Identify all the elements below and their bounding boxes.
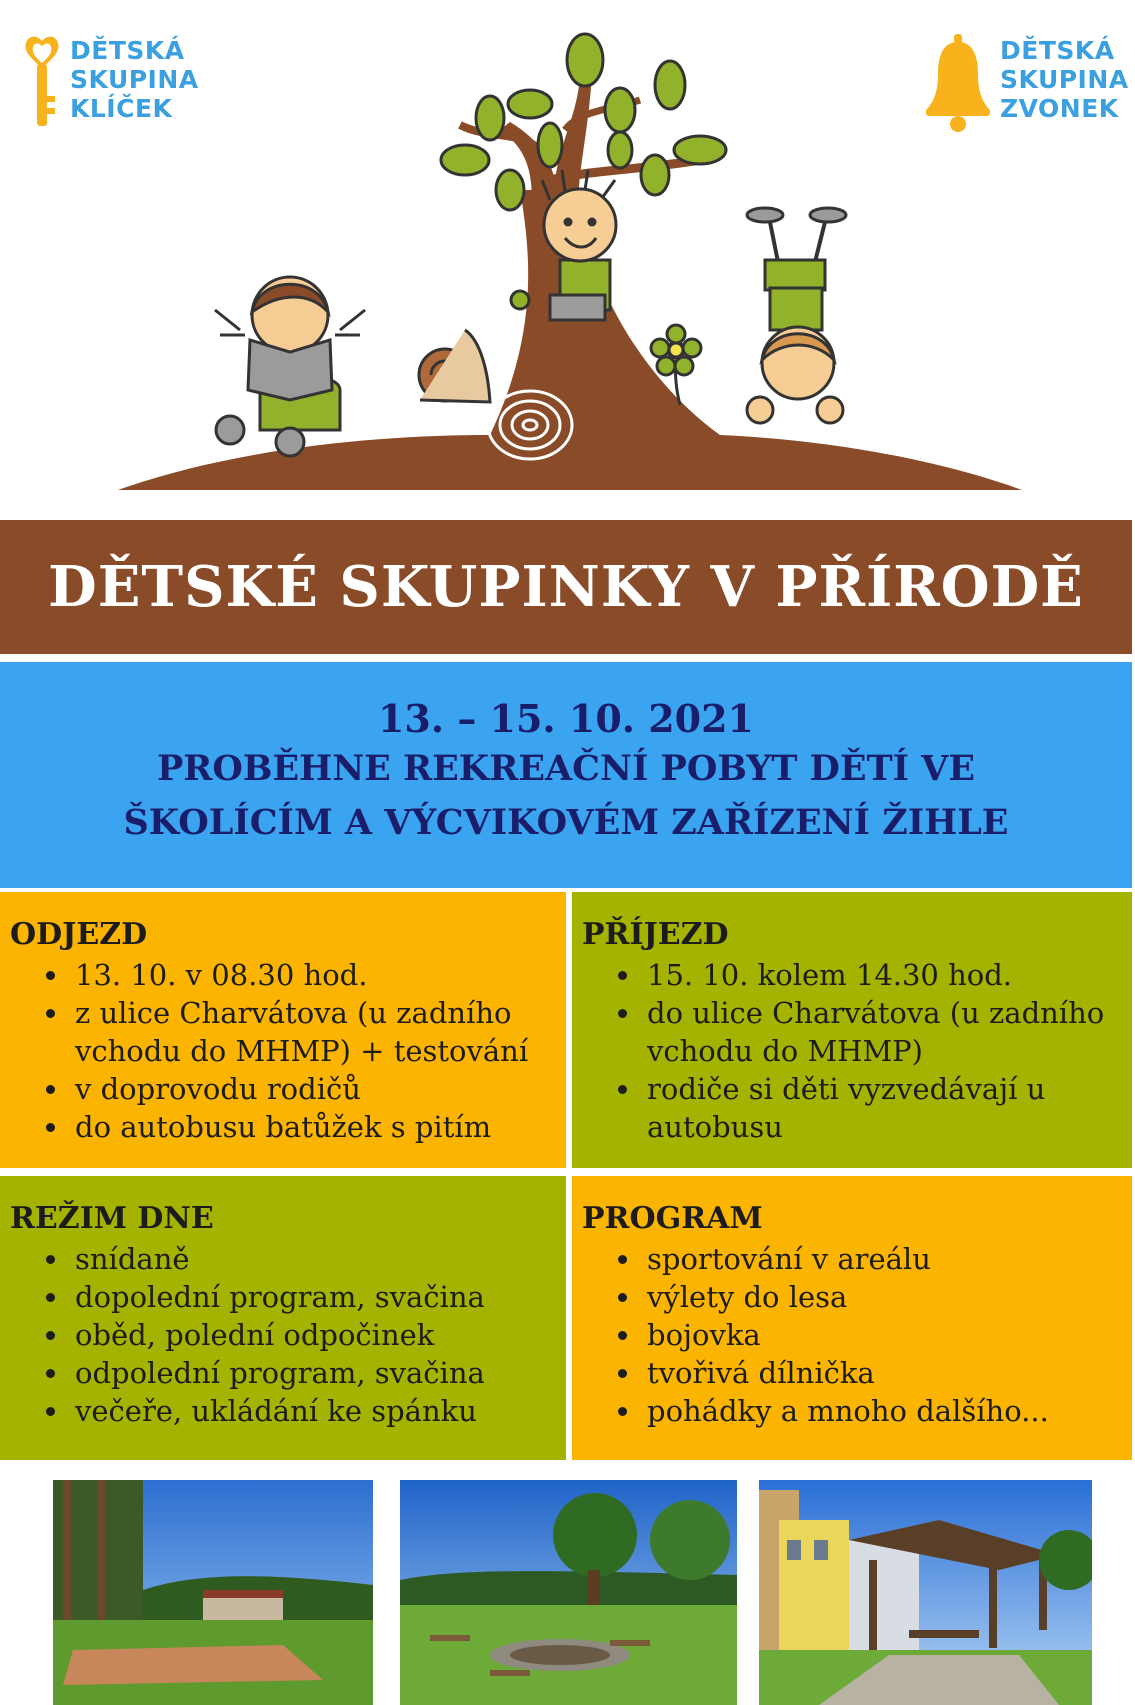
child-handstand xyxy=(747,208,846,423)
list-item: snídaně xyxy=(75,1240,556,1278)
bullet-list xyxy=(10,956,556,1146)
section-heading: PROGRAM xyxy=(582,1201,763,1236)
list-item: v doprovodu rodičů xyxy=(75,1070,556,1108)
section-prijezd xyxy=(572,892,1132,1168)
logo-left-line3: KLÍČEK xyxy=(70,94,173,123)
list-item: do autobusu batůžek s pitím xyxy=(75,1108,556,1146)
section-rezim-dne xyxy=(0,1176,566,1460)
list-item: 13. 10. v 08.30 hod. xyxy=(75,956,556,994)
key-heart-icon xyxy=(24,34,60,129)
list-item: večeře, ukládání ke spánku xyxy=(75,1392,556,1430)
list-item: tvořivá dílnička xyxy=(647,1354,1122,1392)
logo-left-line1: DĚTSKÁ xyxy=(70,36,185,65)
list-item: výlety do lesa xyxy=(647,1278,1122,1316)
event-line-1: PROBĚHNE REKREAČNÍ POBYT DĚTÍ VE xyxy=(156,748,976,789)
section-heading: ODJEZD xyxy=(10,917,148,952)
list-item: z ulice Charvátova (u zadního vchodu do MHMP) + testování xyxy=(75,994,556,1070)
bullet-list xyxy=(582,956,1122,1146)
list-item: dopolední program, svačina xyxy=(75,1278,556,1316)
logo-right-line2: SKUPINA xyxy=(1000,65,1129,94)
list-item: rodiče si děti vyzvedávají u autobusu xyxy=(647,1070,1122,1146)
list-item: odpolední program, svačina xyxy=(75,1354,556,1392)
photo-pergola xyxy=(759,1480,1092,1705)
list-item: 15. 10. kolem 14.30 hod. xyxy=(647,956,1122,994)
logo-right-line1: DĚTSKÁ xyxy=(1000,36,1115,65)
event-band xyxy=(0,662,1132,888)
event-line-2: ŠKOLÍCÍM A VÝCVIKOVÉM ZAŘÍZENÍ ŽIHLE xyxy=(123,802,1009,843)
photo-court xyxy=(53,1480,373,1705)
photo-firepit xyxy=(400,1480,737,1705)
page-title: DĚTSKÉ SKUPINKY V PŘÍRODĚ xyxy=(48,554,1084,620)
logo-left-line2: SKUPINA xyxy=(70,65,199,94)
child-reading xyxy=(215,277,365,456)
list-item: do ulice Charvátova (u zadního vchodu do MHMP) xyxy=(647,994,1122,1070)
logo-right-line3: ZVONEK xyxy=(1000,94,1119,123)
section-program xyxy=(572,1176,1132,1460)
list-item: bojovka xyxy=(647,1316,1122,1354)
event-date: 13. – 15. 10. 2021 xyxy=(377,696,754,741)
hero-illustration xyxy=(110,30,1030,500)
bullet-list xyxy=(10,1240,556,1430)
list-item: oběd, polední odpočinek xyxy=(75,1316,556,1354)
section-heading: PŘÍJEZD xyxy=(582,917,729,952)
list-item: pohádky a mnoho dalšího... xyxy=(647,1392,1122,1430)
section-odjezd xyxy=(0,892,566,1168)
list-item: sportování v areálu xyxy=(647,1240,1122,1278)
section-heading: REŽIM DNE xyxy=(10,1201,214,1236)
title-band xyxy=(0,520,1132,654)
bullet-list xyxy=(582,1240,1122,1430)
snail xyxy=(419,330,490,402)
